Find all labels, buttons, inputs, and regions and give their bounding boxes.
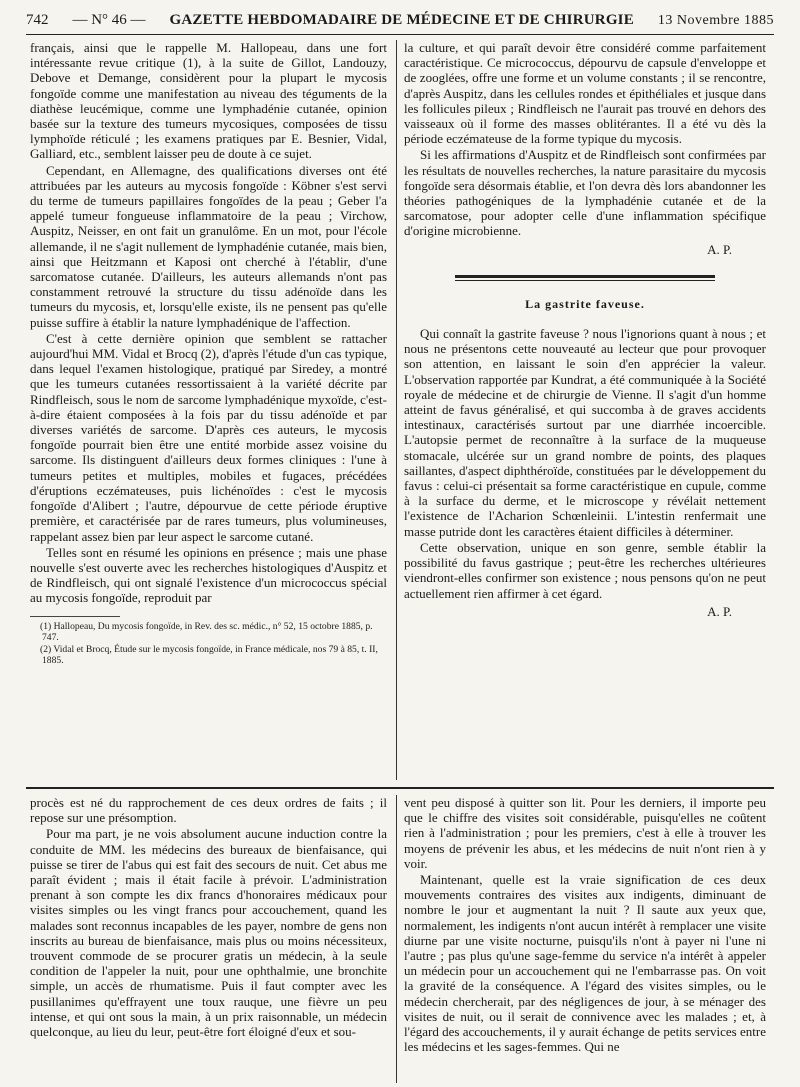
page-number: 742 bbox=[26, 12, 49, 28]
column-divider bbox=[396, 40, 397, 780]
paragraph: vent peu disposé à quitter son lit. Pour les derniers, il importe peu que le chiffre des visites soit considérable, puisqu'elles ne coûtent rien à l'administration ; pour les premiers, c'est à elle à trouver les moyens de prévenir les abus, et les médecins de nuit n'ont rien à y voir. bbox=[404, 795, 766, 871]
top-right-column bbox=[404, 40, 766, 775]
page-header bbox=[26, 12, 774, 35]
paragraph: C'est à cette dernière opinion que semblent se rattacher aujourd'hui MM. Vidal et Brocq (2), d'après l'étude d'un cas typique, dans lequel l'examen histologique, pratiqué par Siredey, a montré que les tumeurs cutanées ressortissaient à la variété décrite par Rindfleisch, sous le nom de sarcome lymphadénique myxoïde, c'est-à-dire étaient composées à la fois par du tissu adénoïde et par diverses variétés de sarcome. D'après ces auteurs, le mycosis fongoïde pourrait bien être une entité morbide assez voisine du sarcome. Ils distinguent d'ailleurs deux formes cliniques : l'une à tumeurs petites et multiples, mobiles et fugaces, précédées d'éruptions eczémateuses, puis lichénoïdes : c'est le mycosis fongoïde d'Alibert ; l'autre, dépourvue de cette période éruptive première, et caractérisée par de rares tumeurs, plus volumineuses, rappelant assez bien par leur aspect le sarcome cutané. bbox=[30, 330, 387, 544]
section-title: La gastrite faveuse. bbox=[525, 296, 645, 311]
paragraph: français, ainsi que le rappelle M. Hallopeau, dans une fort intéressante revue critique (1), à la suite de Gillot, Landouzy, Debove et Demange, considèrent pour la plupart le mycosis fongoïde comme une manifestation au niveau des téguments de la diathèse leucémique, comme une lymphadénie cutanée, opinion basée sur la texture des tumeurs mycosiques, composées de tissu lymphoïde réticulé ; les examens pratiques par E. Besnier, Vidal, Galliard, etc., semblent laisser peu de doute à ce sujet. bbox=[30, 40, 387, 162]
paragraph: Cette observation, unique en son genre, semble établir la possibilité du favus gastrique ; peut-être les recherches ultérieures viendront-elles confirmer son existence ; nous pensons qu'on ne peut actuellement rien affirmer à cet égard. bbox=[404, 539, 766, 601]
top-left-column bbox=[30, 40, 387, 775]
footnote: (2) Vidal et Brocq, Étude sur le mycosis fongoïde, in France médicale, nos 79 à 85, t. II, 1885. bbox=[40, 643, 378, 667]
paragraph: Qui connaît la gastrite faveuse ? nous l'ignorions quant à nous ; et nous ne présentons cette nouveauté au lecteur que pour provoquer son attention, en laissant le soin d'en apprécier la valeur. L'observation rapportée par Kundrat, a été communiquée à la Société royale de médecine et de chirurgie de Vienne. Il s'agit d'un homme atteint de favus généralisé, et qui succomba à de graves accidents intestinaux, caractérisés surtout par une diarrhée incoercible. L'autopsie permet de reconnaître à la surface de la muqueuse stomacale, ulcérée sur un grand nombre de points, des plaques saillantes, d'aspect diphthéroïde, constituées par le développement du favus : celui-ci présentait sa forme caractéristique en cupule, comme à la surface du derme, et le microscope y révélait nettement l'existence de l'Acharion Schœnleinii. L'intestin renfermait une masse putride dont les caractères étaient difficiles à déterminer. bbox=[404, 326, 766, 539]
signature: A. P. bbox=[707, 603, 732, 619]
issue-date: 13 Novembre 1885 bbox=[657, 13, 774, 28]
paragraph: la culture, et qui paraît devoir être considéré comme parfaitement caractéristique. Ce micrococcus, dépourvu de capsule d'enveloppe et de zooglées, offre une forme et un volume constants ; il se rencontre, d'après Auspitz, dans les cellules rondes et épithéliales et jusque dans les follicules pileux ; Rindfleisch ne l'aurait pas trouvé en dehors des vaisseaux où il forme des masses oblitérantes. Il a été vu dès la période eczémateuse de la forme typique du mycosis. bbox=[404, 40, 766, 147]
paragraph: Si les affirmations d'Auspitz et de Rindfleisch sont confirmées par les résultats de nouvelles recherches, la nature parasitaire du mycosis fongoïde sera désormais établie, et l'on devra dès lors abandonner les théories pathogéniques de la lymphadénie cutanée et de la sarcomatose, pour adopter celle d'une inflammation spécifique d'origine microbienne. bbox=[404, 147, 766, 239]
paragraph: Cependant, en Allemagne, des qualifications diverses ont été attribuées par les auteurs au mycosis fongoïde : Köbner s'est servi du terme de tumeurs papillaires fongoïdes de la peau ; Geber l'a appelé tumeur fongueuse inflammatoire de la peau ; Virchow, Auspitz, Neisser, en ont fait un granulôme. En un mot, pour l'école allemande, il ne s'agit nullement de lymphadénie cutanée, mais bien, ainsi que Heitzmann et Kaposi ont cherché à l'établir, d'une sarcomatose cutanée. D'ailleurs, les auteurs allemands n'ont pas constamment retrouvé la structure du tissu adénoïde dans les tumeurs du mycosis, et, lorsqu'elle existe, ils ne pensent pas qu'elle puisse suffire à établir la nature lymphadénique de l'affection. bbox=[30, 162, 387, 330]
paragraph: Telles sont en résumé les opinions en présence ; mais une phase nouvelle s'est ouverte avec les recherches histologiques d'Auspitz et de Rindfleisch, qui ont signalé l'existence d'un micrococcus spécial au mycosis fongoïde, reproduit par bbox=[30, 544, 387, 606]
footnote: (1) Hallopeau, Du mycosis fongoïde, in Rev. des sc. médic., n° 52, 15 octobre 1885, p. 747. bbox=[40, 620, 373, 644]
signature: A. P. bbox=[707, 241, 732, 257]
journal-title: GAZETTE HEBDOMADAIRE DE MÉDECINE ET DE CHIRURGIE bbox=[169, 12, 634, 28]
paragraph: Pour ma part, je ne vois absolument aucune induction contre la conduite de MM. les médecins des bureaux de bienfaisance, qui puisse se tirer de l'abus qui est fait des secours de nuit. Cet abus me paraît évident ; mais il était facile à prévoir. L'administration prenant à son compte les dix francs d'honoraires médicaux pour visites simples ou les vingt francs pour accouchement, quand les malades sont reconnus incapables de les payer, nombre de gens non inscrits au bureau de bienfaisance, mais plus ou moins nécessiteux, trouvent commode de se procurer gratis un médecin, à la seule condition de l'appeler la nuit, pour une ophthalmie, une bronchite simple, un accès de rhumatisme. Puis il faut compter avec les pusillanimes qu'effrayent une toux rauque, une fièvre un peu intense, et qui ont sous la main, à un prix raisonnable, un médecin quelconque, au lieu du leur, peut-être fort éloigné d'eux et sou- bbox=[30, 826, 387, 1040]
paragraph: procès est né du rapprochement de ces deux ordres de faits ; il repose sur une présomption. bbox=[30, 795, 387, 826]
footnotes bbox=[30, 621, 387, 667]
footnote-rule bbox=[30, 616, 120, 617]
bottom-left-column bbox=[30, 795, 387, 1083]
horizontal-separator bbox=[26, 787, 774, 789]
bottom-right-column bbox=[404, 795, 766, 1083]
paragraph: Maintenant, quelle est la vraie signification de ces deux mouvements contraires des visites aux indigents, diminuant de nombre le jour et augmentant la nuit ? Il saute aux yeux que, normalement, les indigents n'ont aucun intérêt à remplacer une visite diurne par une visite nocturne, puisqu'ils n'ont à payer ni l'une ni l'autre ; pas plus qu'une sage-femme du service n'a intérêt à appeler un médecin pour un accouchement qui ne l'embarrasse pas. On voit la gravité de la conséquence. A l'égard des visites simples, ou le médecin chercherait, par des négligences de jour, à se ménager des visites de nuit, ou il serait de connivence avec les malades ; et, à l'égard des accouchements, il y aurait échange de petits services entre les médecins et les sages-femmes. Qui ne bbox=[404, 872, 766, 1055]
section-separator bbox=[455, 275, 715, 281]
column-divider bbox=[396, 795, 397, 1083]
issue-number: — N° 46 — bbox=[72, 12, 146, 28]
